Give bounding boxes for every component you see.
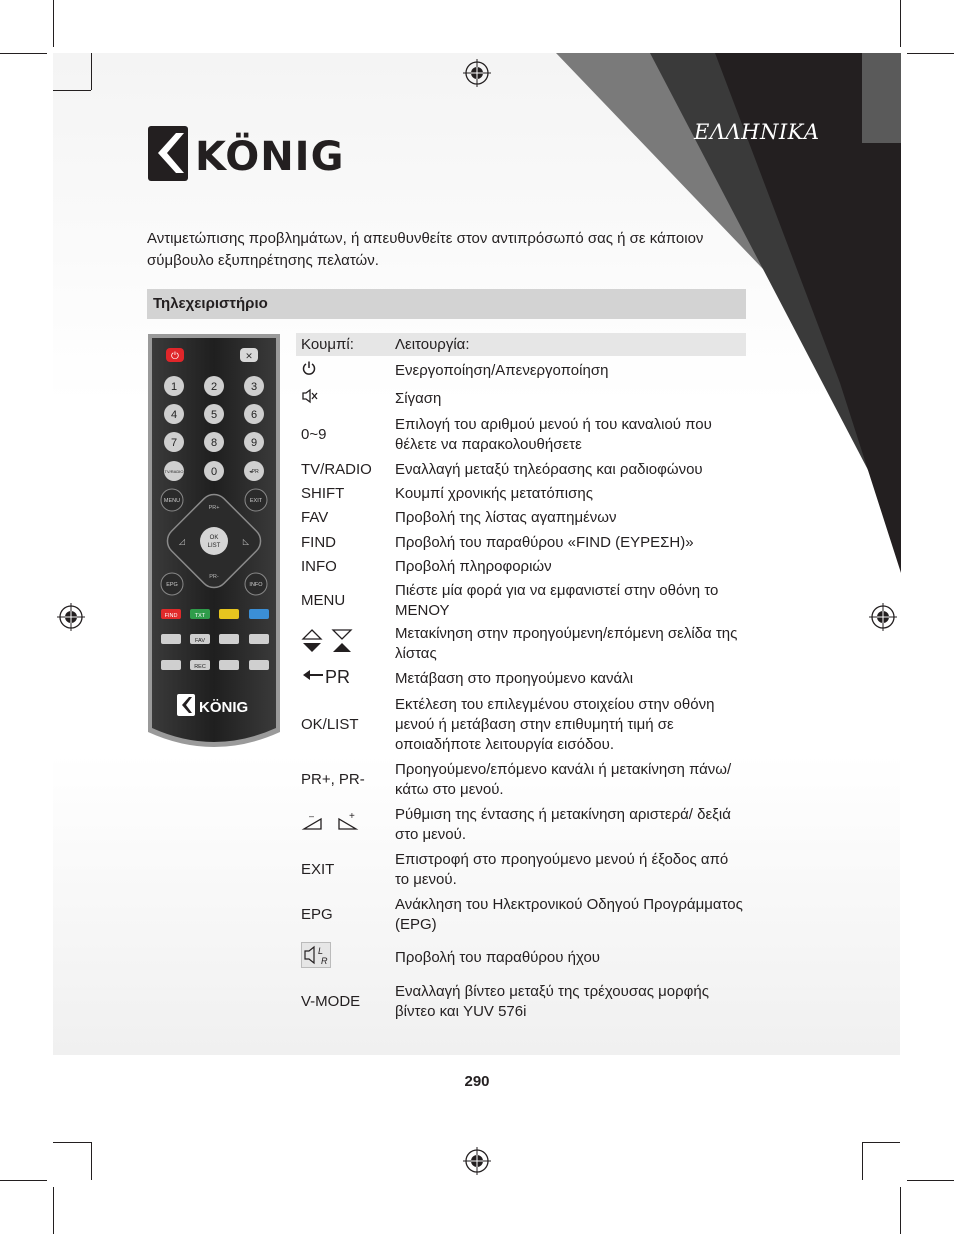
remote-pagedown-button [161, 660, 181, 670]
page-number: 290 [464, 1073, 490, 1090]
remote-prplus-label: PR+ [208, 505, 220, 511]
remote-yellow-button [219, 609, 239, 619]
table-row [296, 482, 746, 506]
table-row [296, 847, 746, 893]
remote-exit-label: EXIT [249, 498, 263, 504]
crop-mark [53, 0, 54, 47]
crop-mark [91, 1142, 92, 1180]
remote-number-label: 4 [170, 409, 178, 421]
remote-pageup-button [161, 634, 181, 644]
button-name: V-MODE [301, 993, 361, 1010]
button-function: Πιέστε μία φορά για να εμφανιστεί στην οθόνη το ΜΕΝΟΥ [395, 582, 719, 619]
button-function: Ενεργοποίηση/Απενεργοποίηση [395, 361, 609, 379]
remote-menu-label: MENU [163, 498, 181, 504]
remote-control-illustration [146, 332, 282, 756]
table-row [296, 693, 746, 757]
section-title: Τηλεχειριστήριο [153, 295, 268, 312]
column-header-function: Λειτουργία: [395, 333, 746, 356]
remote-info-label: INFO [249, 582, 263, 588]
table-row [296, 579, 746, 623]
remote-zero-label: 0 [210, 466, 218, 478]
button-name: 0~9 [301, 426, 327, 443]
remote-logo-text: KÖNIG [199, 699, 249, 716]
button-name: SHIFT [301, 485, 345, 502]
button-function: Κουμπί χρονικής μετατόπισης [395, 485, 593, 502]
remote-vol-down-icon: ◿ [178, 537, 186, 546]
remote-number-label: 3 [250, 381, 258, 393]
remote-list-label: LIST [207, 543, 221, 549]
crop-mark [91, 53, 92, 90]
crop-mark [907, 1180, 954, 1181]
crop-mark [907, 53, 954, 54]
remote-vol-up-icon: ◺ [242, 537, 250, 546]
table-row [296, 555, 746, 579]
button-name: FAV [301, 509, 329, 526]
language-label: ΕΛΛΗΝΙΚΑ [694, 120, 820, 144]
crop-mark [53, 1142, 91, 1143]
registration-mark-icon [462, 58, 492, 88]
button-function: Προηγούμενο/επόμενο κανάλι ή μετακίνηση πάνω/κάτω στο μενού. [395, 761, 732, 798]
button-function: Προβολή της λίστας αγαπημένων [395, 509, 617, 526]
button-function: Ρύθμιση της έντασης ή μετακίνηση αριστερά/ δεξιά στο μενού. [395, 806, 731, 843]
remote-ok-label: OK [209, 535, 219, 541]
table-body [296, 356, 746, 1025]
remote-blue-button [249, 609, 269, 619]
registration-mark-icon [56, 602, 86, 632]
remote-number-label: 8 [210, 437, 218, 449]
remote-rec-label: REC [194, 664, 206, 670]
registration-mark-icon [462, 1146, 492, 1176]
button-function: Επιστροφή στο προηγούμενο μενού ή έξοδος από το μενού. [395, 851, 729, 888]
button-name: MENU [301, 592, 346, 609]
logo-text: KÖNIG [195, 134, 345, 180]
button-name: EXIT [301, 861, 335, 878]
button-function: Ανάκληση του Ηλεκτρονικού Οδηγού Προγράμματος (EPG) [395, 896, 743, 933]
button-function: Σίγαση [395, 389, 442, 407]
remote-number-label: 2 [210, 381, 218, 393]
crop-mark [0, 53, 47, 54]
volume-icon [296, 803, 395, 847]
remote-fav-label: FAV [195, 638, 205, 644]
button-name: INFO [301, 558, 337, 575]
remote-ok-button [200, 527, 228, 555]
svg-text:L: L [318, 946, 324, 956]
button-function: Προβολή πληροφοριών [395, 558, 552, 575]
button-name: TV/RADIO [301, 461, 372, 478]
recall-pr-icon [296, 665, 395, 693]
remote-number-keys [164, 376, 264, 452]
remote-find-label: FIND [164, 613, 178, 619]
power-icon [296, 356, 395, 385]
page-up-down-icon [296, 623, 395, 665]
intro-paragraph: Αντιμετώπισης προβλημάτων, ή απευθυνθείτε στον αντιπρόσωπό σας ή σε κάποιον σύμβουλο εξυπηρέτησης πελατών. [147, 230, 704, 269]
crop-mark [900, 1187, 901, 1234]
button-name: EPG [301, 906, 333, 923]
button-function: Προβολή του παραθύρου «FIND (ΕΥΡΕΣΗ)» [395, 533, 694, 551]
crop-mark [862, 1142, 900, 1143]
remote-recall-label: ◂PR [249, 469, 259, 475]
table-row [296, 530, 746, 555]
table-row [296, 506, 746, 530]
button-function: Μετάβαση στο προηγούμενο κανάλι [395, 670, 634, 687]
table-row [296, 385, 746, 412]
remote-power-icon: ⏻ [171, 351, 179, 362]
button-name: OK/LIST [301, 716, 359, 733]
section-header [147, 289, 746, 319]
remote-playpause-button [219, 660, 239, 670]
remote-number-label: 7 [170, 437, 178, 449]
crop-mark [862, 1142, 863, 1180]
table-row [296, 893, 746, 937]
table-header-row [296, 333, 746, 356]
remote-stop-button [249, 660, 269, 670]
table-row [296, 623, 746, 665]
svg-text:–: – [309, 811, 315, 821]
button-name: FIND [301, 533, 336, 551]
crop-mark [53, 90, 91, 91]
table-row [296, 937, 746, 979]
crop-mark [53, 1187, 54, 1234]
mute-icon [296, 385, 395, 412]
column-header-key: Κουμπί: [296, 333, 395, 356]
table-row [296, 803, 746, 847]
svg-text:PR: PR [325, 667, 351, 686]
table-row [296, 356, 746, 385]
crop-mark [0, 1180, 47, 1181]
table-row [296, 665, 746, 693]
registration-mark-icon [868, 602, 898, 632]
svg-text:+: + [349, 811, 355, 822]
remote-ffwd-button [249, 634, 269, 644]
svg-text:R: R [321, 956, 328, 966]
button-function: Εναλλαγή μεταξύ τηλεόρασης και ραδιοφώνου [395, 461, 703, 478]
crop-mark [900, 0, 901, 47]
konig-logo [147, 125, 357, 183]
remote-mute-icon: ✕ [245, 351, 253, 361]
remote-tvradio-label: TV/RADIO [164, 469, 184, 474]
remote-number-label: 6 [250, 409, 258, 421]
table-row [296, 757, 746, 803]
button-function: Προβολή του παραθύρου ήχου [395, 949, 600, 966]
remote-epg-label: EPG [166, 582, 178, 588]
remote-prminus-label: PR- [209, 574, 219, 580]
button-function: Εκτέλεση του επιλεγμένου στοιχείου στην οθόνη μενού ή μετάβαση στην επιθυμητή τιμή σε οποιαδήποτε λειτουργία εισόδου. [395, 696, 715, 753]
button-function: Επιλογή του αριθμού μενού ή του καναλιού που θέλετε να παρακολουθήσετε [395, 416, 712, 453]
remote-rewind-button [219, 634, 239, 644]
button-function: Μετακίνηση στην προηγούμενη/επόμενη σελίδα της λίστας [395, 625, 738, 662]
table-row [296, 412, 746, 458]
remote-txt-label: TXT [194, 613, 206, 619]
remote-number-label: 9 [250, 437, 258, 449]
button-function: Εναλλαγή βίντεο μεταξύ της τρέχουσας μορφής βίντεο και YUV 576i [395, 983, 709, 1020]
remote-number-label: 5 [210, 409, 218, 421]
remote-number-label: 1 [170, 381, 178, 393]
table-row [296, 458, 746, 482]
audio-lr-icon [296, 937, 395, 979]
table-row [296, 979, 746, 1025]
button-name: PR+, PR- [301, 771, 365, 788]
remote-functions-table [296, 333, 746, 1025]
